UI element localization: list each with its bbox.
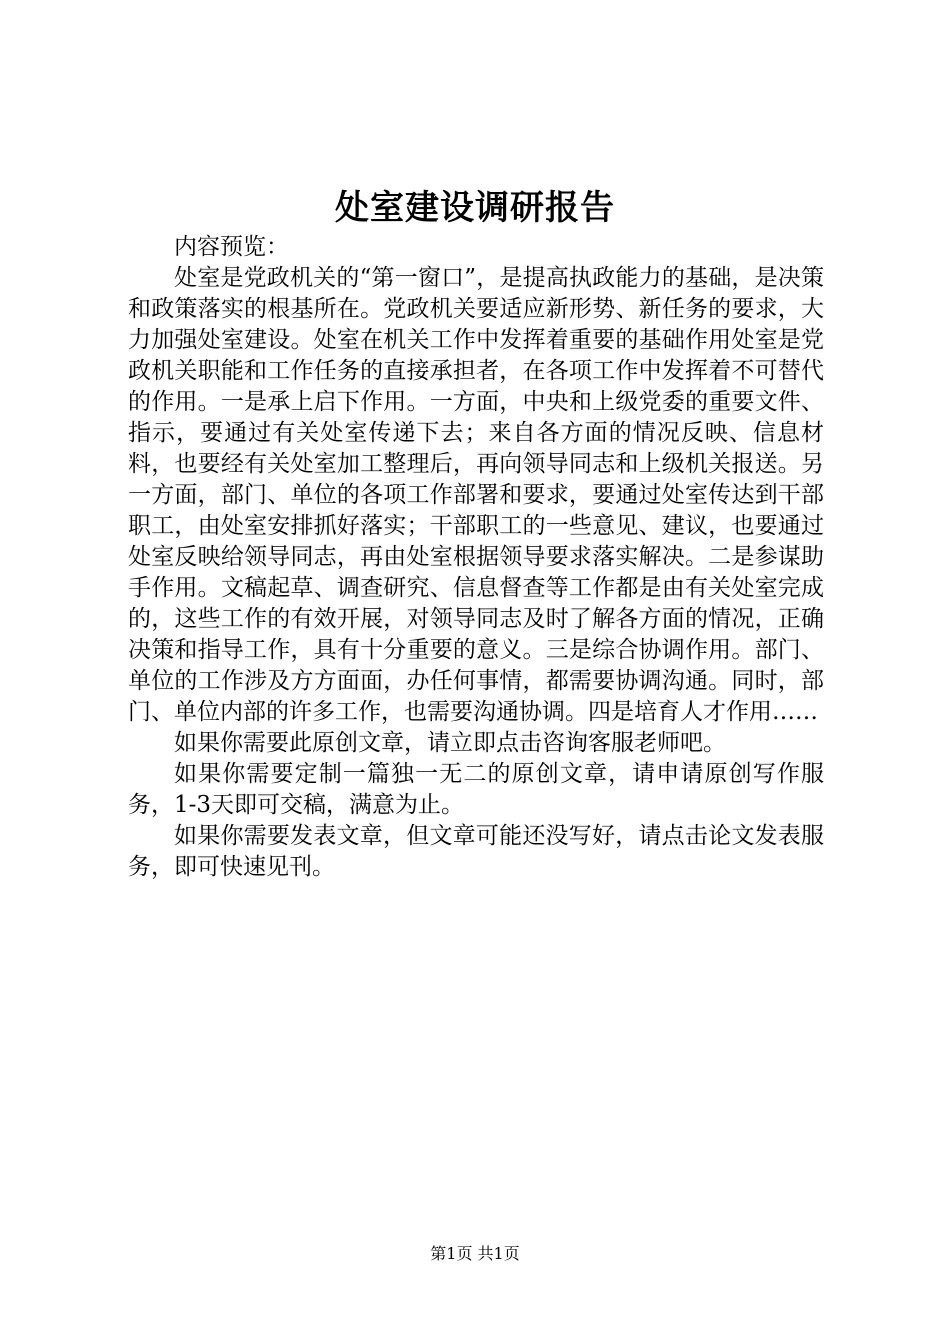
page-number-current: 第1页 xyxy=(430,1244,473,1263)
preview-paragraph: 处室是党政机关的“第一窗口”，是提高执政能力的基础，是决策和政策落实的根基所在。党政机关要适应新形势、新任务的要求，大力加强处室建设。处室在机关工作中发挥着重要的基础作用处室是党政机关职能和工作任务的直接承担者，在各项工作中发挥着不可替代的作用。一是承上启下作用。一方面，中央和上级党委的重要文件、指示，要通过有关处室传递下去；来自各方面的情况反映、信息材料，也要经有关处室加工整理后，再向领导同志和上级机关报送。另一方面，部门、单位的各项工作部署和要求，要通过处室传达到干部职工，由处室安排抓好落实；干部职工的一些意见、建议，也要通过处室反映给领导同志，再由处室根据领导要求落实解决。二是参谋助手作用。文稿起草、调查研究、信息督查等工作都是由有关处室完成的，这些工作的有效开展，对领导同志及时了解各方面的情况，正确决策和指导工作，具有十分重要的意义。三是综合协调作用。部门、单位的工作涉及方方面面，办任何事情，都需要协调沟通。同时，部门、单位内部的许多工作，也需要沟通协调。四是培育人才作用…… xyxy=(128,265,824,725)
preview-label: 内容预览： xyxy=(174,234,289,260)
page-number-total: 共1页 xyxy=(477,1244,520,1263)
publish-service-paragraph: 如果你需要发表文章，但文章可能还没写好，请点击论文发表服务，即可快速见刊。 xyxy=(128,823,824,880)
document-title: 处室建设调研报告 xyxy=(335,188,615,228)
document-body xyxy=(128,232,824,883)
consult-service-paragraph: 如果你需要此原创文章，请立即点击咨询客服老师吧。 xyxy=(174,730,726,756)
page-footer xyxy=(0,1242,950,1266)
custom-writing-paragraph: 如果你需要定制一篇独一无二的原创文章，请申请原创写作服务，1-3天即可交稿，满意为止。 xyxy=(128,761,824,818)
